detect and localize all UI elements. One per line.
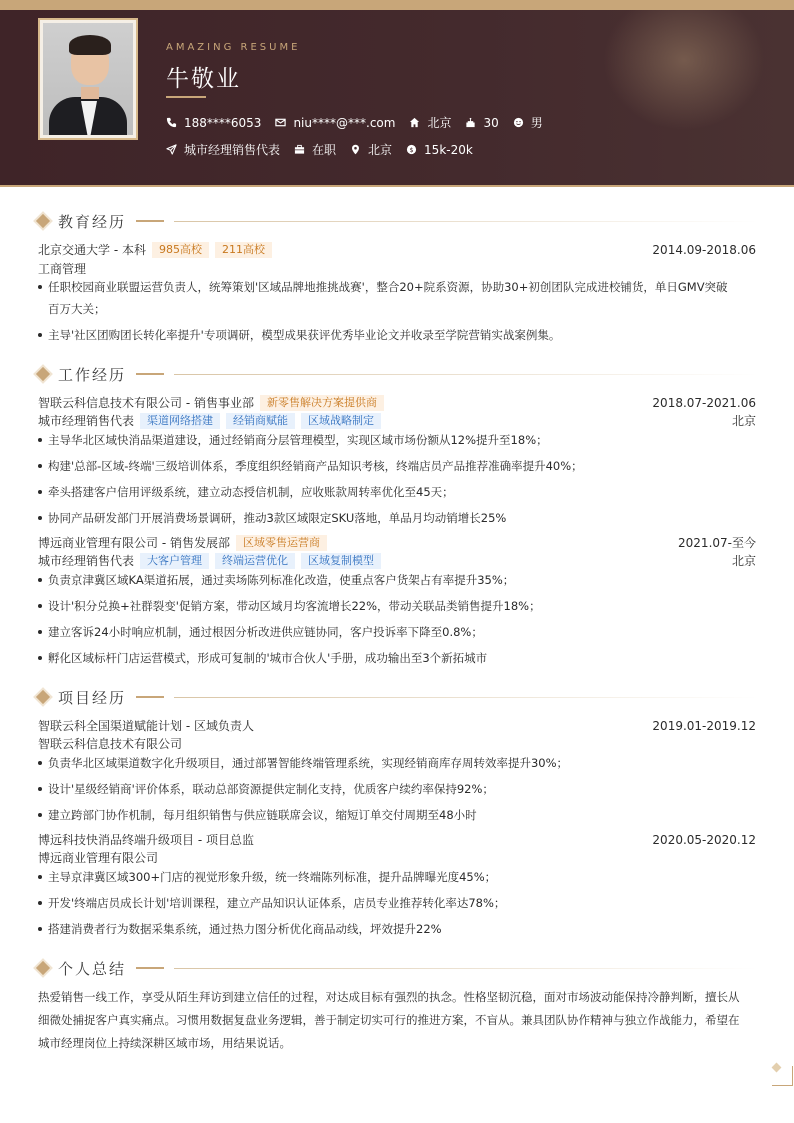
list-item: 构建'总部-区域-终端'三级培训体系，季度组织经销商产品知识考核，终端店员产品推荐准确率提升40%； [38, 455, 750, 477]
work-entry-header [38, 394, 756, 411]
briefcase-icon [294, 144, 305, 155]
school-tag: 211高校 [215, 242, 272, 258]
gender-value: 男 [530, 116, 543, 130]
list-item: 协同产品研发部门开展消费场景调研，推动3款区域限定SKU落地，单品月均动销增长25% [38, 507, 750, 529]
skill-tag: 区域复制模型 [301, 553, 381, 569]
company-tag: 新零售解决方案提供商 [260, 395, 384, 411]
birthday-cake-icon [465, 117, 476, 128]
list-item: 主导'社区团购团长转化率提升'专项调研，模型成果获评优秀毕业论文并收录至学院营销实战案例集。 [38, 324, 750, 346]
major: 工商管理 [38, 262, 87, 276]
diamond-icon [36, 214, 50, 228]
resume-header [0, 10, 794, 187]
email-address: niu****@***.com [293, 115, 396, 130]
diamond-icon [36, 367, 50, 381]
project-company: 智联云科信息技术有限公司 [38, 737, 183, 751]
project-name: 智联云科全国渠道赋能计划 - 区域负责人 [38, 719, 254, 733]
project-period: 2019.01-2019.12 [652, 718, 756, 733]
list-item: 开发'终端店员成长计划'培训课程，建立产品知识认证体系，店员专业推荐转化率达78%； [38, 892, 750, 914]
company-name: 智联云科信息技术有限公司 - 销售事业部 [38, 396, 254, 410]
skill-tag: 区域战略制定 [301, 413, 381, 429]
skill-tag: 渠道网络搭建 [140, 413, 220, 429]
work-entry-header [38, 534, 756, 551]
mail-icon [275, 117, 286, 128]
work-role-line [38, 552, 756, 569]
company-tag: 区域零售运营商 [236, 535, 327, 551]
project-section-heading: 项目经历 [36, 687, 758, 707]
company-name: 博远商业管理有限公司 - 销售发展部 [38, 536, 230, 550]
send-icon [166, 144, 177, 155]
education-entry-header [38, 241, 756, 258]
work-location: 北京 [731, 414, 756, 428]
list-item: 负责京津冀区域KA渠道拓展，通过卖场陈列标准化改造，使重点客户货架占有率提升35%； [38, 569, 750, 591]
school-tag: 985高校 [152, 242, 209, 258]
work-role-line [38, 412, 756, 429]
list-item: 搭建消费者行为数据采集系统，通过热力图分析优化商品动线，坪效提升22% [38, 918, 750, 940]
personal-summary: 热爱销售一线工作，享受从陌生拜访到建立信任的过程，对达成目标有强烈的执念。性格坚韧沉稳，面对市场波动能保持冷静判断，擅长从细微处捕捉客户真实痛点。习惯用数据复盘业务逻辑，善于制定切实可行的推进方案，不盲从。兼具团队协作精神与独立作战能力，希望在城市经理岗位上持续深耕区域市场，用结果说话。 [38, 990, 740, 1050]
salary-coin-icon [406, 144, 417, 155]
phone-icon [166, 117, 177, 128]
list-item: 建立跨部门协作机制，每月组织销售与供应链联席会议，缩短订单交付周期至48小时 [38, 804, 750, 826]
job-role: 城市经理销售代表 [38, 554, 135, 568]
corner-ornament [792, 1066, 793, 1086]
list-item: 主导华北区域快消品渠道建设，通过经销商分层管理模型，实现区域市场份额从12%提升至18%； [38, 429, 750, 451]
name-underline [166, 96, 206, 98]
list-item: 设计'积分兑换+社群裂变'促销方案，带动区域月均客流增长22%，带动关联品类销售提升18%； [38, 595, 750, 617]
contact-row [166, 114, 557, 131]
education-period: 2014.09-2018.06 [652, 242, 756, 257]
candidate-name: 牛敬业 [166, 66, 241, 92]
corner-ornament [772, 1085, 793, 1086]
work-period: 2021.07-至今 [678, 536, 756, 550]
work-period: 2018.07-2021.06 [652, 395, 756, 410]
smile-icon [513, 117, 524, 128]
diamond-icon [36, 961, 50, 975]
skill-tag: 大客户管理 [140, 553, 209, 569]
list-item: 任职校园商业联盟运营负责人，统筹策划'区域品牌地推挑战赛'，整合20+院系资源，协助30+初创团队完成进校铺货，单日GMV突破 百万大关； [38, 276, 750, 320]
work-location: 北京 [731, 554, 756, 568]
target-position: 城市经理销售代表 [184, 143, 281, 157]
diamond-icon [36, 690, 50, 704]
skill-tag: 经销商赋能 [226, 413, 295, 429]
profile-photo [38, 18, 138, 140]
skill-tag: 终端运营优化 [215, 553, 295, 569]
list-item: 设计'星级经销商'评价体系，联动总部资源提供定制化支持，优质客户续约率保持92%； [38, 778, 750, 800]
home-icon [409, 117, 420, 128]
list-item: 牵头搭建客户信用评级系统，建立动态授信机制，应收账款周转率优化至45天； [38, 481, 750, 503]
job-intention-row [166, 141, 487, 158]
home-city: 北京 [427, 116, 452, 130]
employment-status: 在职 [312, 143, 337, 157]
project-entry-header [38, 717, 756, 734]
job-role: 城市经理销售代表 [38, 414, 135, 428]
corner-diamond-icon [772, 1063, 782, 1073]
location-pin-icon [350, 144, 361, 155]
list-item: 建立客诉24小时响应机制，通过根因分析改进供应链协同，客户投诉率下降至0.8%； [38, 621, 750, 643]
top-accent-stripe [0, 0, 794, 10]
list-item: 孵化区域标杆门店运营模式，形成可复制的'城市合伙人'手册，成功输出至3个新拓城市 [38, 647, 750, 669]
education-section-heading: 教育经历 [36, 211, 758, 231]
phone-number: 188****6053 [184, 115, 262, 130]
project-name: 博远科技快消品终端升级项目 - 项目总监 [38, 833, 254, 847]
target-city: 北京 [368, 143, 393, 157]
svg-text:$: $ [409, 145, 414, 154]
project-entry-header [38, 831, 756, 848]
project-period: 2020.05-2020.12 [652, 832, 756, 847]
school-name: 北京交通大学 - 本科 [38, 243, 146, 257]
header-divider [0, 185, 794, 187]
work-section-heading: 工作经历 [36, 364, 758, 384]
age-value: 30 [483, 115, 499, 130]
summary-section-heading: 个人总结 [36, 958, 758, 978]
resume-tagline: AMAZING RESUME [166, 42, 301, 53]
list-item: 负责华北区域渠道数字化升级项目，通过部署智能终端管理系统，实现经销商库存周转效率提升30%； [38, 752, 750, 774]
project-company: 博远商业管理有限公司 [38, 851, 159, 865]
list-item: 主导京津冀区域300+门店的视觉形象升级，统一终端陈列标准，提升品牌曝光度45%； [38, 866, 750, 888]
expected-salary: 15k-20k [424, 142, 473, 157]
